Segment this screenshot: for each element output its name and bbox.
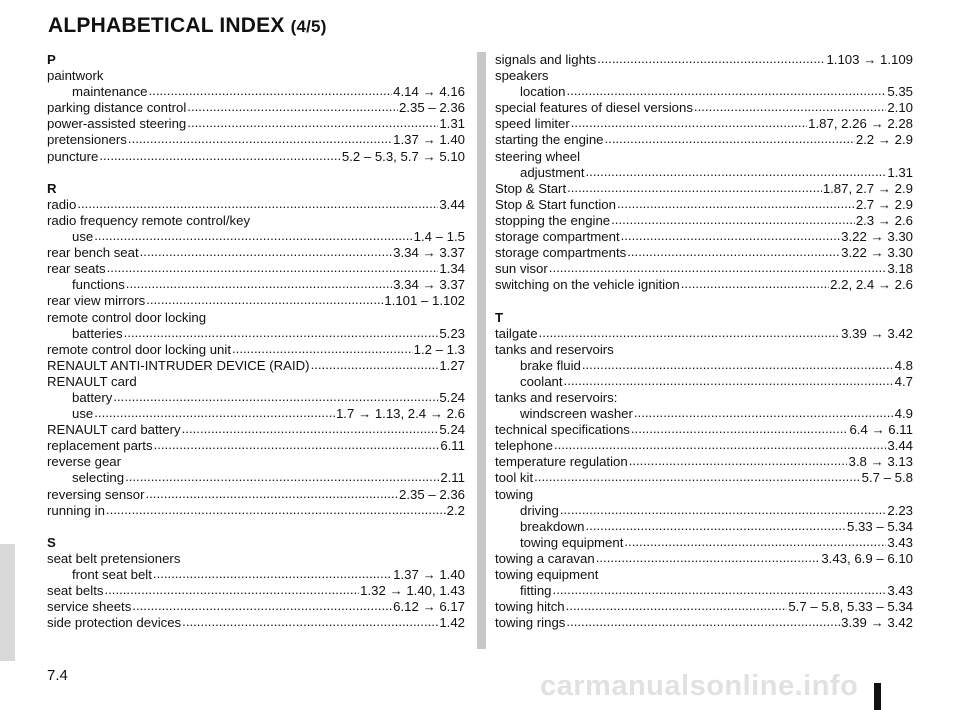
- entry-page-reference: 5.35: [887, 84, 913, 100]
- entry-label: stopping the engine: [495, 212, 611, 228]
- dot-leader: [145, 486, 398, 502]
- entry-page-reference: 1.27: [439, 357, 465, 373]
- entry-label: towing equipment: [520, 534, 624, 550]
- entry-page-reference: 3.34 → 3.37: [393, 277, 465, 293]
- entry-page-reference: 4.7: [894, 373, 913, 389]
- index-subentry: [495, 519, 913, 535]
- index-entry: [47, 438, 465, 454]
- entry-page-reference: 3.43: [887, 534, 913, 550]
- index-entry: [495, 197, 913, 213]
- index-topic-heading: seat belt pretensioners: [47, 550, 181, 566]
- entry-page-reference: 6.4 → 6.11: [849, 422, 913, 438]
- index-entry: [495, 454, 913, 470]
- entry-page-reference: 6.11: [440, 438, 465, 454]
- index-entry: [495, 470, 913, 486]
- entry-label: RENAULT card battery: [47, 422, 181, 438]
- entry-page-reference: 1.4 – 1.5: [413, 229, 465, 245]
- entry-label: speed limiter: [495, 116, 570, 132]
- entry-page-reference: 5.23: [439, 325, 465, 341]
- entry-label: temperature regulation: [495, 454, 628, 470]
- entry-label: pretensioners: [47, 132, 127, 148]
- entry-label: selecting: [72, 470, 125, 486]
- index-subentry: [495, 406, 913, 422]
- index-entry: [47, 100, 465, 116]
- dot-leader: [232, 341, 413, 357]
- entry-label: parking distance control: [47, 100, 187, 116]
- index-entry: [47, 245, 465, 261]
- index-subentry: [47, 277, 465, 293]
- dot-leader: [124, 325, 439, 341]
- section-spacer: [47, 165, 465, 181]
- index-subentry: [495, 583, 913, 599]
- dot-leader: [566, 83, 886, 99]
- dot-leader: [611, 212, 855, 228]
- entry-page-reference: 5.7 – 5.8, 5.33 – 5.34: [788, 599, 913, 615]
- entry-page-reference: 2.35 – 2.36: [399, 100, 465, 116]
- entry-page-reference: 2.23: [887, 502, 913, 518]
- entry-label: storage compartments: [495, 245, 627, 261]
- entry-label: signals and lights: [495, 52, 597, 67]
- entry-page-reference: 3.43: [887, 583, 913, 599]
- dot-leader: [534, 469, 861, 485]
- entry-label: breakdown: [520, 518, 585, 534]
- index-entry: [47, 197, 465, 213]
- index-entry: [47, 149, 465, 165]
- dot-leader: [146, 292, 383, 308]
- title-part-indicator: (4/5): [290, 17, 327, 36]
- index-entry: [495, 52, 913, 68]
- dot-leader: [94, 228, 412, 244]
- dot-leader: [694, 99, 886, 115]
- dot-leader: [99, 148, 341, 164]
- index-column-left: [47, 52, 465, 631]
- dot-leader: [567, 180, 822, 196]
- entry-label: brake fluid: [520, 357, 581, 373]
- entry-label: adjustment: [520, 164, 585, 180]
- entry-page-reference: 2.2 → 2.9: [855, 132, 913, 148]
- dot-leader: [566, 614, 840, 630]
- dot-leader: [106, 502, 446, 518]
- index-topic-heading: steering wheel: [495, 148, 581, 164]
- index-letter-heading: R: [47, 180, 57, 196]
- entry-label: replacement parts: [47, 438, 153, 454]
- entry-label: telephone: [495, 438, 553, 454]
- entry-page-reference: 1.101 – 1.102: [384, 293, 465, 309]
- entry-page-reference: 2.35 – 2.36: [399, 486, 465, 502]
- watermark: carmanualsonline.info: [540, 670, 859, 702]
- index-subentry: [47, 470, 465, 486]
- index-letter-heading: S: [47, 534, 56, 550]
- dot-leader: [617, 196, 855, 212]
- dot-leader: [596, 550, 821, 566]
- entry-label: towing a caravan: [495, 550, 595, 566]
- entry-page-reference: 6.12 → 6.17: [393, 599, 465, 615]
- entry-page-reference: 3.44: [439, 196, 465, 212]
- entry-label: rear view mirrors: [47, 293, 146, 309]
- entry-label: towing rings: [495, 615, 566, 631]
- entry-page-reference: 3.44: [887, 438, 913, 454]
- dot-leader: [149, 83, 393, 99]
- entry-page-reference: 5.2 – 5.3, 5.7 → 5.10: [341, 148, 465, 164]
- index-subentry: [47, 390, 465, 406]
- index-topic-heading: towing: [495, 486, 534, 502]
- index-subentry: [495, 165, 913, 181]
- index-entry: [495, 438, 913, 454]
- entry-label: radio: [47, 196, 77, 212]
- index-entry: [495, 615, 913, 631]
- index-entry: [47, 599, 465, 615]
- index-entry: [495, 229, 913, 245]
- dot-leader: [132, 598, 392, 614]
- entry-label: coolant: [520, 373, 563, 389]
- entry-label: remote control door locking unit: [47, 341, 231, 357]
- entry-label: reversing sensor: [47, 486, 145, 502]
- dot-leader: [107, 260, 439, 276]
- index-entry: [495, 181, 913, 197]
- entry-label: batteries: [72, 325, 123, 341]
- index-topic-heading: towing equipment: [495, 567, 599, 582]
- section-spacer: [495, 293, 913, 309]
- index-entry: [47, 116, 465, 132]
- dot-leader: [634, 405, 894, 421]
- index-letter-heading: T: [495, 309, 504, 325]
- dot-leader: [154, 437, 440, 453]
- entry-page-reference: 1.42: [439, 615, 465, 631]
- entry-page-reference: 5.24: [439, 422, 465, 438]
- entry-page-reference: 3.22 → 3.30: [841, 229, 913, 245]
- dot-leader: [187, 99, 398, 115]
- entry-page-reference: 2.10: [887, 100, 913, 116]
- index-entry: [495, 599, 913, 615]
- index-entry: [495, 213, 913, 229]
- entry-page-reference: 4.14 → 4.16: [393, 84, 465, 100]
- entry-label: running in: [47, 502, 105, 518]
- entry-page-reference: 1.37 → 1.40: [393, 132, 465, 148]
- entry-page-reference: 2.3 → 2.6: [855, 212, 913, 228]
- dot-leader: [566, 598, 788, 614]
- dot-leader: [605, 131, 855, 147]
- entry-page-reference: 3.43, 6.9 – 6.10: [821, 550, 913, 566]
- entry-label: use: [72, 229, 94, 245]
- dot-leader: [627, 244, 840, 260]
- index-subentry: [47, 84, 465, 100]
- entry-page-reference: 3.39 → 3.42: [841, 615, 913, 631]
- index-topic-heading: remote control door locking: [47, 309, 207, 325]
- corner-mark: [874, 683, 881, 710]
- dot-leader: [564, 373, 894, 389]
- index-entry: [495, 245, 913, 261]
- dot-leader: [629, 453, 848, 469]
- entry-page-reference: 1.31: [439, 116, 465, 132]
- index-entry: [495, 326, 913, 342]
- entry-label: sun visor: [495, 261, 548, 277]
- dot-leader: [153, 566, 392, 582]
- index-entry: [47, 358, 465, 374]
- entry-page-reference: 5.33 – 5.34: [847, 518, 913, 534]
- dot-leader: [681, 276, 829, 292]
- entry-page-reference: 4.8: [894, 357, 913, 373]
- index-entry: [47, 293, 465, 309]
- entry-label: technical specifications: [495, 422, 630, 438]
- index-letter-heading: P: [47, 52, 56, 67]
- entry-page-reference: 4.9: [894, 406, 913, 422]
- entry-label: starting the engine: [495, 132, 604, 148]
- index-entry: [495, 261, 913, 277]
- page-number: 7.4: [47, 667, 68, 684]
- entry-page-reference: 5.7 – 5.8: [861, 470, 913, 486]
- entry-label: windscreen washer: [520, 406, 633, 422]
- entry-label: Stop & Start function: [495, 196, 616, 212]
- dot-leader: [549, 260, 887, 276]
- index-topic-heading: radio frequency remote control/key: [47, 212, 251, 228]
- index-entry: [47, 503, 465, 519]
- entry-page-reference: 2.11: [440, 470, 465, 486]
- index-entry: [495, 116, 913, 132]
- index-entry: [47, 422, 465, 438]
- index-subentry: [47, 326, 465, 342]
- dot-leader: [125, 469, 439, 485]
- entry-label: tailgate: [495, 325, 538, 341]
- column-divider: [477, 52, 486, 649]
- dot-leader: [539, 325, 841, 341]
- index-entry: [47, 487, 465, 503]
- section-spacer: [47, 519, 465, 535]
- entry-label: seat belts: [47, 583, 104, 599]
- entry-label: rear bench seat: [47, 245, 139, 261]
- dot-leader: [560, 502, 886, 518]
- dot-leader: [631, 421, 849, 437]
- dot-leader: [582, 357, 894, 373]
- entry-label: battery: [72, 389, 113, 405]
- page-title: [48, 14, 327, 38]
- dot-leader: [113, 389, 438, 405]
- index-subentry: [47, 567, 465, 583]
- index-topic-heading: speakers: [495, 68, 549, 84]
- dot-leader: [311, 357, 439, 373]
- index-entry: [47, 615, 465, 631]
- entry-page-reference: 3.18: [887, 261, 913, 277]
- dot-leader: [187, 115, 438, 131]
- dot-leader: [571, 115, 807, 131]
- entry-page-reference: 2.7 → 2.9: [855, 196, 913, 212]
- entry-page-reference: 5.24: [439, 389, 465, 405]
- entry-page-reference: 1.2 – 1.3: [413, 341, 465, 357]
- entry-page-reference: 3.8 → 3.13: [848, 454, 913, 470]
- entry-page-reference: 2.2: [446, 502, 465, 518]
- dot-leader: [94, 405, 335, 421]
- index-entry: [495, 422, 913, 438]
- index-entry: [47, 583, 465, 599]
- section-tab: [0, 544, 15, 661]
- dot-leader: [128, 131, 392, 147]
- entry-label: storage compartment: [495, 229, 620, 245]
- dot-leader: [553, 582, 887, 598]
- dot-leader: [104, 582, 359, 598]
- index-topic-heading: RENAULT card: [47, 373, 137, 389]
- entry-label: fitting: [520, 583, 552, 599]
- index-entry: [495, 100, 913, 116]
- index-subentry: [495, 84, 913, 100]
- entry-label: use: [72, 406, 94, 422]
- dot-leader: [597, 51, 825, 67]
- index-topic-heading: tanks and reservoirs: [495, 341, 614, 357]
- dot-leader: [182, 614, 438, 630]
- entry-page-reference: 3.22 → 3.30: [841, 245, 913, 261]
- dot-leader: [586, 518, 846, 534]
- index-subentry: [495, 374, 913, 390]
- index-subentry: [495, 503, 913, 519]
- index-subentry: [47, 229, 465, 245]
- index-entry: [495, 132, 913, 148]
- index-subentry: [47, 406, 465, 422]
- dot-leader: [77, 196, 438, 212]
- index-column-right: [495, 52, 913, 631]
- entry-page-reference: 1.31: [887, 164, 913, 180]
- entry-page-reference: 2.2, 2.4 → 2.6: [830, 277, 913, 293]
- index-entry: [47, 261, 465, 277]
- dot-leader: [140, 244, 393, 260]
- dot-leader: [182, 421, 439, 437]
- entry-label: RENAULT ANTI-INTRUDER DEVICE (RAID): [47, 357, 310, 373]
- entry-label: tool kit: [495, 470, 534, 486]
- entry-page-reference: 3.34 → 3.37: [393, 245, 465, 261]
- entry-page-reference: 1.103 → 1.109: [826, 52, 913, 67]
- dot-leader: [554, 437, 886, 453]
- index-subentry: [495, 535, 913, 551]
- dot-leader: [624, 534, 886, 550]
- dot-leader: [586, 164, 887, 180]
- entry-label: service sheets: [47, 599, 132, 615]
- dot-leader: [621, 228, 841, 244]
- entry-label: special features of diesel versions: [495, 100, 693, 116]
- index-topic-heading: paintwork: [47, 68, 104, 84]
- entry-page-reference: 1.87, 2.26 → 2.28: [808, 116, 913, 132]
- index-entry: [495, 551, 913, 567]
- title-text: ALPHABETICAL INDEX: [48, 14, 285, 37]
- entry-label: location: [520, 84, 566, 100]
- entry-label: rear seats: [47, 261, 106, 277]
- entry-page-reference: 1.34: [439, 261, 465, 277]
- index-entry: [495, 277, 913, 293]
- entry-label: maintenance: [72, 84, 148, 100]
- entry-label: side protection devices: [47, 615, 182, 631]
- index-subentry: [495, 358, 913, 374]
- index-topic-heading: reverse gear: [47, 454, 122, 470]
- entry-page-reference: 1.7 → 1.13, 2.4 → 2.6: [335, 406, 465, 422]
- dot-leader: [126, 276, 392, 292]
- entry-page-reference: 1.37 → 1.40: [393, 567, 465, 582]
- entry-label: puncture: [47, 148, 99, 164]
- entry-page-reference: 1.87, 2.7 → 2.9: [822, 180, 913, 196]
- index-entry: [47, 342, 465, 358]
- entry-label: front seat belt: [72, 567, 152, 582]
- entry-label: switching on the vehicle ignition: [495, 277, 680, 293]
- entry-page-reference: 3.39 → 3.42: [841, 325, 913, 341]
- index-topic-heading: tanks and reservoirs:: [495, 389, 618, 405]
- index-entry: [47, 132, 465, 148]
- entry-label: power-assisted steering: [47, 116, 187, 132]
- entry-page-reference: 1.32 → 1.40, 1.43: [360, 583, 465, 599]
- entry-label: Stop & Start: [495, 180, 567, 196]
- entry-label: towing hitch: [495, 599, 565, 615]
- entry-label: functions: [72, 277, 125, 293]
- entry-label: driving: [520, 502, 559, 518]
